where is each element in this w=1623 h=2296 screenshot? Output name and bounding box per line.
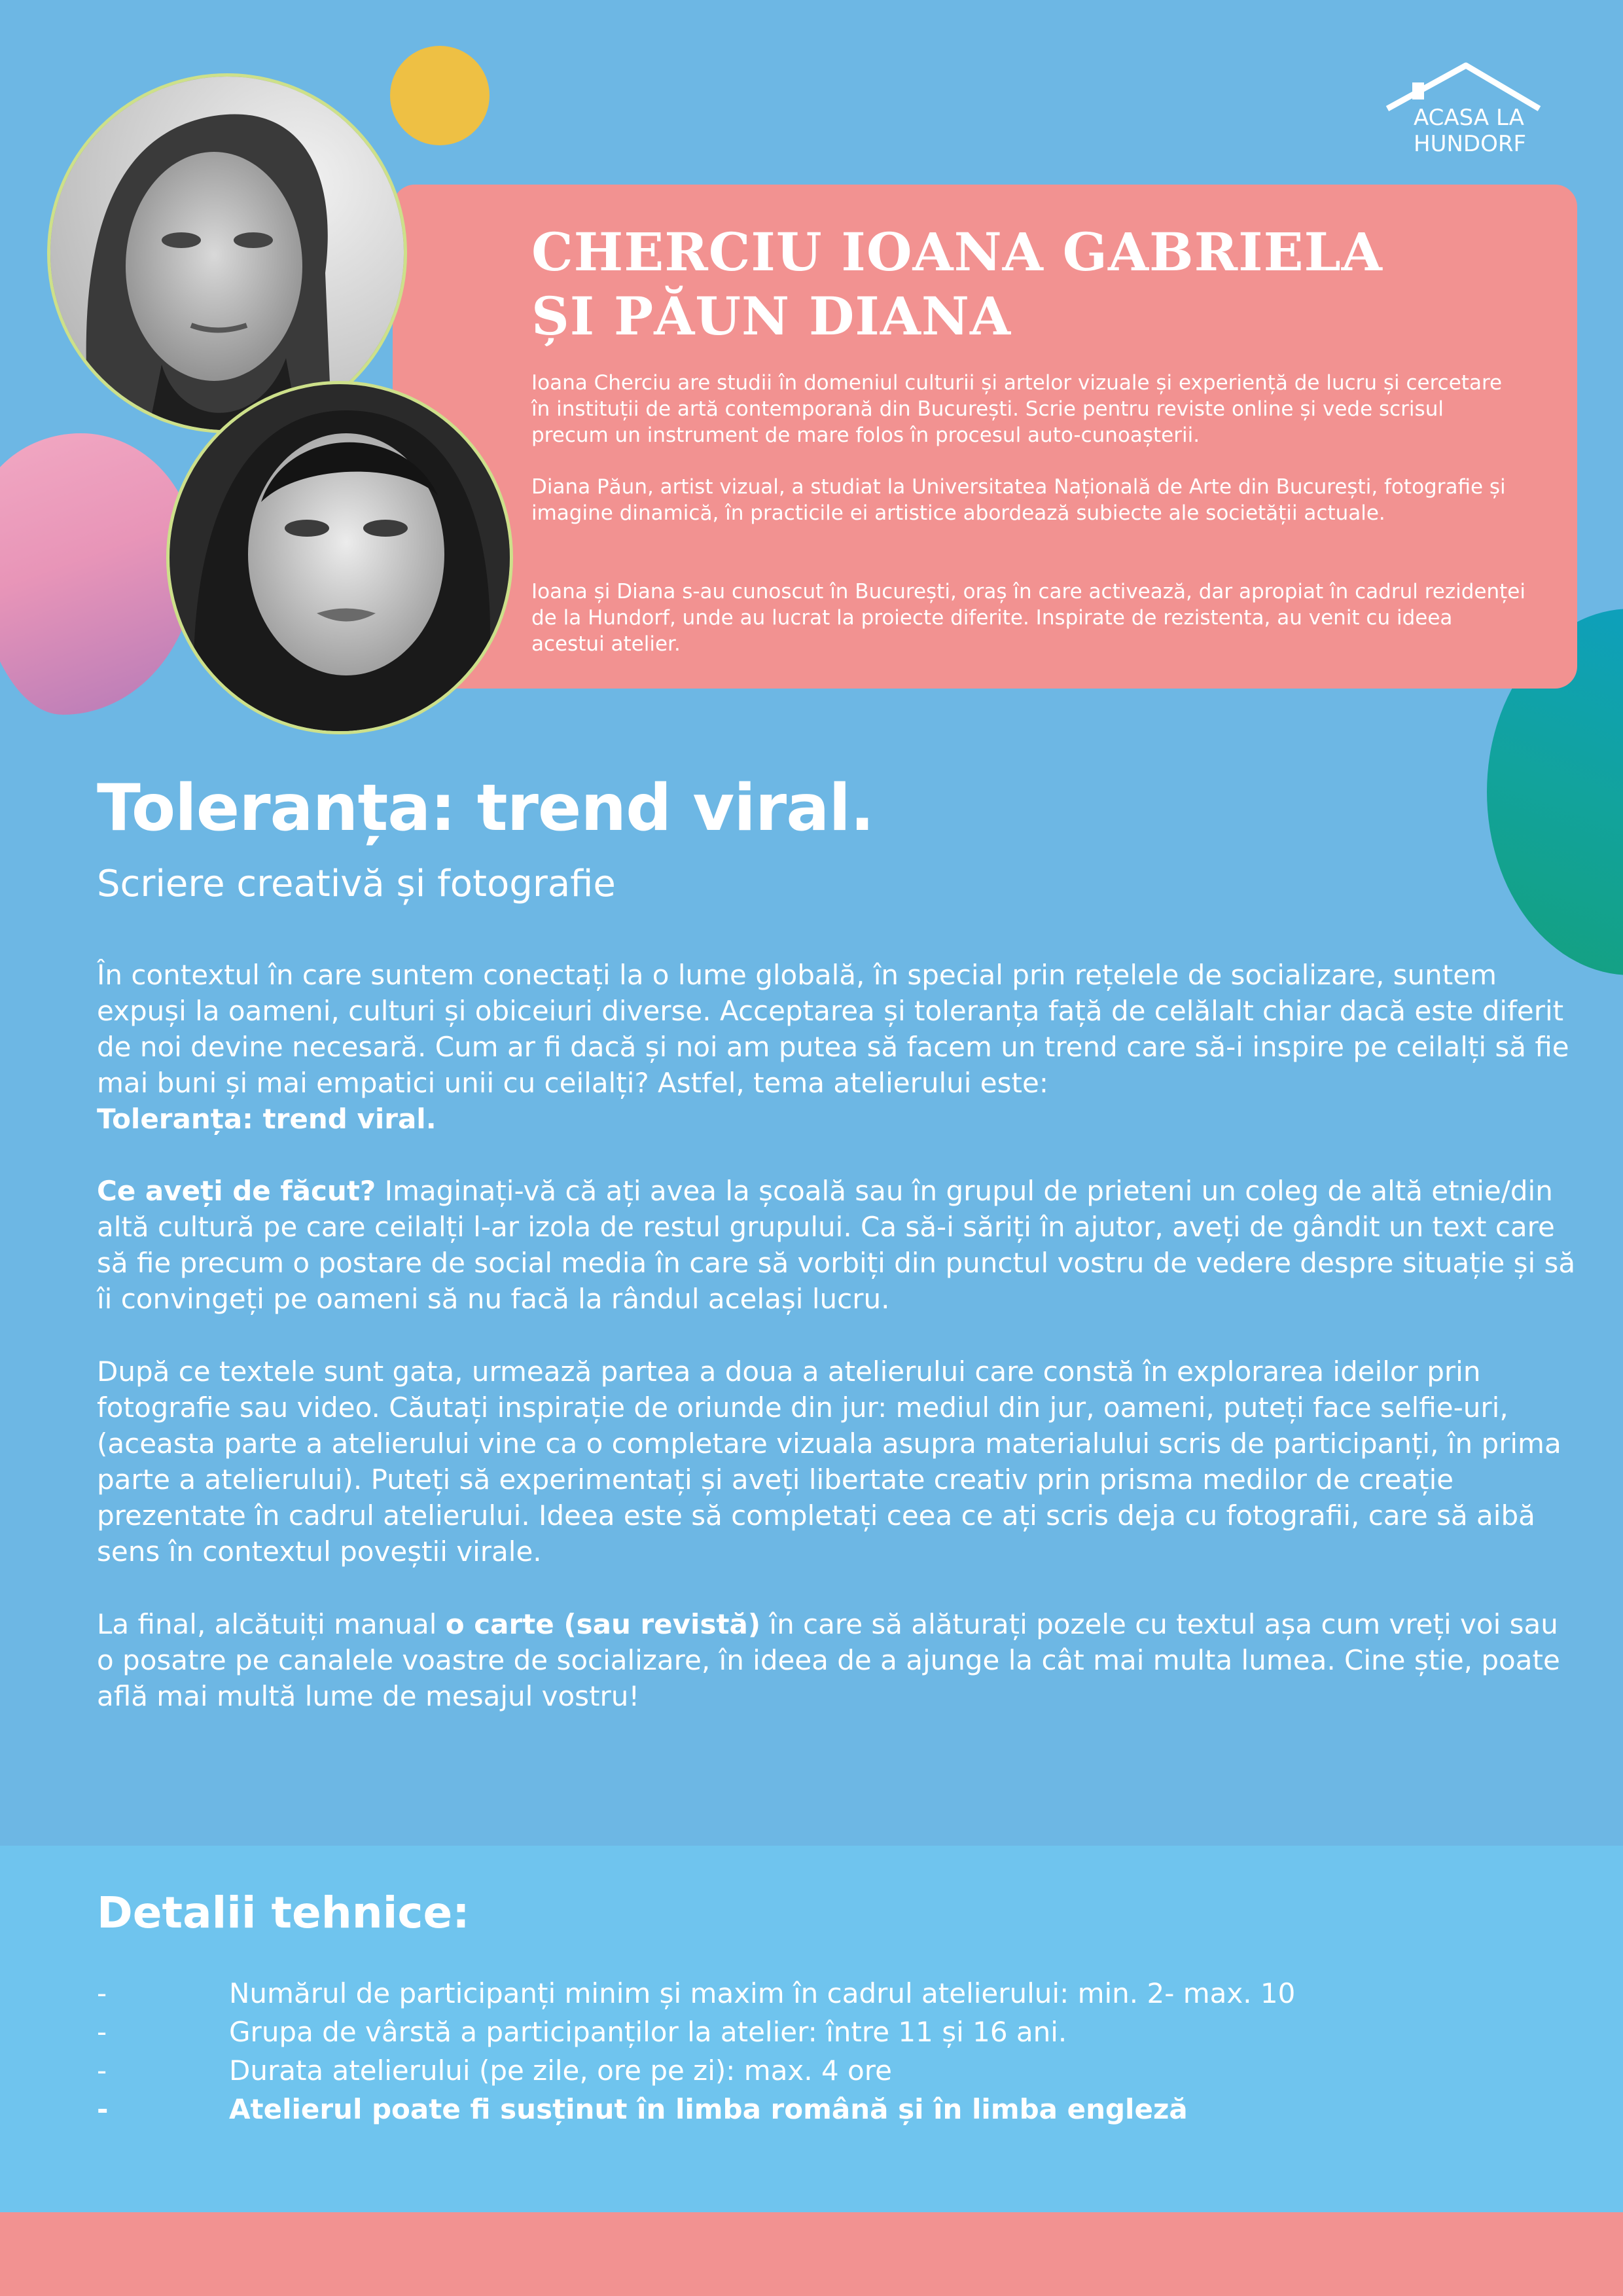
list-dash: - [97, 2054, 107, 2087]
list-dash: - [97, 1977, 107, 2009]
bio-paragraph-together: Ioana și Diana s-au cunoscut în București, oraș în care activează, dar apropiat în cadrul rezidenței de la Hundorf, unde au lucrat la proiecte diferite. Inspirate de rezistenta, au venit cu ideea acestui atelier. [531, 580, 1525, 656]
acasa-la-hundorf-logo [1382, 59, 1546, 164]
list-item-text: Numărul de participanți minim și maxim în cadrul atelierului: min. 2- max. 10 [229, 1977, 1296, 2009]
technical-details-title: Detalii tehnice: [97, 1888, 470, 1938]
list-item-text: Grupa de vârstă a participanților la atelier: între 11 și 16 ani. [229, 2016, 1067, 2048]
final-text-end: în care să alăturați pozele cu textul așa cum vreți voi sau o posatre pe canalele voastre de socializare, în ideea de a ajunge la cât mai multa lumea. Cine știe, poate află mai multă lume de mesajul vostru! [97, 1608, 1560, 1712]
intro-theme-bold: Toleranța: trend viral. [97, 1103, 437, 1135]
list-item [97, 2013, 1537, 2051]
footer-band [0, 2212, 1623, 2296]
authors-title [531, 220, 1513, 348]
list-item-text: Atelierul poate fi susținut în limba română și în limba engleză [229, 2093, 1188, 2125]
list-item [97, 2051, 1537, 2090]
list-item [97, 1974, 1537, 2013]
task-paragraph [97, 1173, 1582, 1317]
portrait-photo-diana [166, 381, 513, 734]
authors-title-line-2: ȘI PĂUN DIANA [531, 285, 1012, 347]
authors-title-line-1: CHERCIU IOANA GABRIELA [531, 221, 1383, 283]
logo-text [1414, 105, 1526, 157]
workshop-subtitle: Scriere creativă și fotografie [97, 863, 616, 905]
intro-text: În contextul în care suntem conectați la o lume globală, în special prin rețelele de socializare, suntem expuși la oameni, culturi și obiceiuri diverse. Acceptarea și toleranța față de celălalt chiar dacă este diferit de noi devine necesară. Cum ar fi dacă și noi am putea să facem un trend care să-i inspire pe ceilalți să fie mai buni și mai empatici unii cu ceilalți? Astfel, tema atelierului este: [97, 959, 1569, 1099]
list-dash: - [97, 2016, 107, 2048]
logo-line-1: ACASA LA [1414, 105, 1524, 131]
technical-details-list [97, 1974, 1537, 2128]
bio-paragraph-diana: Diana Păun, artist vizual, a studiat la Universitatea Națională de Arte din București, fotografie și imagine dinamică, în practicile ei artistice abordează subiecte ale societății actuale. [531, 475, 1506, 525]
portrait-illustration [50, 77, 404, 430]
list-item [97, 2090, 1537, 2128]
task-question-bold: Ce aveți de făcut? [97, 1175, 376, 1207]
portrait-illustration [169, 384, 510, 731]
list-dash: - [97, 2093, 109, 2125]
workshop-title: Toleranța: trend viral. [97, 771, 874, 846]
portrait-photo-ioana [47, 73, 407, 433]
final-text-bold: o carte (sau revistă) [445, 1608, 761, 1640]
decorative-yellow-dot [390, 46, 490, 145]
photo-paragraph: După ce textele sunt gata, urmează partea a doua a atelierului care constă în explorarea ideilor prin fotografie sau video. Căutați inspirație de oriunde din jur: mediul din jur, oameni, puteți face selfie-uri, (aceasta parte a atelierului vine ca o completare vizuala asupra materialului scris de participanți, în prima parte a atelierului). Puteți să experimentați și aveți libertate creativ prin prisma medilor de creație prezentate în cadrul atelierului. Ideea este să completați ceea ce ați scris deja cu fotografii, care să aibă sens în contextul poveștii virale. [97, 1355, 1561, 1568]
intro-paragraph [97, 957, 1582, 1137]
task-text: Imaginați-vă că ați avea la școală sau în grupul de prieteni un coleg de altă etnie/din altă cultură pe care ceilalți l-ar izola de restul grupului. Ca să-i săriți în ajutor, aveți de gândit un text care să fie precum o postare de social media în care să vorbiți din punctul vostru de vedere despre situație și să îi convingeți pe oameni să nu facă la rândul același lucru. [97, 1175, 1576, 1315]
list-item-text: Durata atelierului (pe zile, ore pe zi): max. 4 ore [229, 2054, 892, 2087]
bio-paragraph-ioana: Ioana Cherciu are studii în domeniul culturii și artelor vizuale și experiență de lucru și cercetare în instituții de artă contemporană din București. Scrie pentru reviste online și vede scrisul precum un instrument de mare folos în procesul auto-cunoașterii. [531, 371, 1503, 447]
final-paragraph [97, 1606, 1582, 1714]
final-text-start: La final, alcătuiți manual [97, 1608, 446, 1640]
house-roof-icon [1382, 59, 1546, 111]
logo-line-2: HUNDORF [1414, 131, 1527, 157]
